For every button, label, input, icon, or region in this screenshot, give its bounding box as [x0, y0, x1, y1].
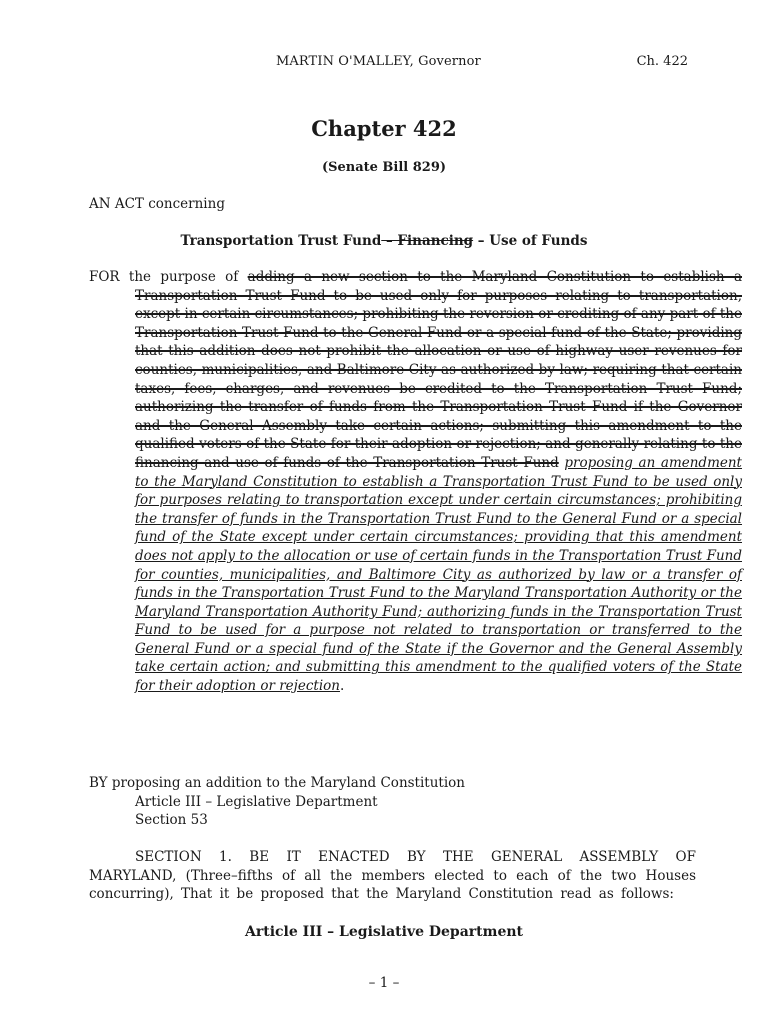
running-header-chapter: Ch. 422 [636, 54, 688, 69]
enacting-clause [89, 848, 696, 904]
act-title-struck: – Financing [381, 233, 474, 249]
purpose-paragraph [89, 268, 742, 696]
by-section: Section 53 [135, 812, 208, 829]
act-title [0, 233, 768, 249]
chapter-title: Chapter 422 [311, 116, 457, 141]
page-number: – 1 – [368, 975, 400, 991]
purpose-end: . [339, 678, 345, 695]
act-title-main: Transportation Trust Fund [180, 233, 382, 249]
act-title-added: – Use of Funds [473, 233, 588, 249]
enacting-clause-text: SECTION 1. BE IT ENACTED BY THE GENERAL ASSEMBLY OF MARYLAND, (Three–fifths of all the members elected to each of the two Houses concurring), That it be proposed that the Maryland Constitution read as follows: [89, 849, 696, 903]
purpose-inserted-text: proposing an amendment to the Maryland Constitution to establish a Transportation Trust Fund to be used only for purposes relating to transportation except under certain circumstances; prohibiting the transfer of funds in the Transportation Trust Fund to the General Fund or a special fund of the State except under certain circumstances; providing that this amendment does not apply to the allocation or use of certain funds in the Transportation Trust Fund for counties, municipalities, and Baltimore City as authorized by law or a transfer of funds in the Transportation Trust Fund to the Maryland Transportation Authority or the Maryland Transportation Authority Fund; authorizing funds in the Transportation Trust Fund to be used for a purpose not related to transportation or transferred to the General Fund or a special fund of the State if the Governor and the General Assembly take certain action; and submitting this amendment to the qualified voters of the State for their adoption or rejection [135, 454, 742, 695]
purpose-lead: FOR the purpose of [89, 269, 248, 285]
by-clause [89, 774, 465, 830]
by-article: Article III – Legislative Department [135, 793, 378, 810]
bill-number: (Senate Bill 829) [321, 160, 447, 175]
article-heading: Article III – Legislative Department [245, 924, 523, 940]
act-intro: AN ACT concerning [89, 196, 225, 212]
by-line: BY proposing an addition to the Maryland Constitution [89, 775, 465, 791]
purpose-deleted-text: adding a new section to the Maryland Constitution to establish a Transportation Trust Fund to be used only for purposes relating to transportation, except in certain circumstances; prohibiting the reversion or crediting of any part of the Transportation Trust Fund to the General Fund or a special fund of the State; providing that this addition does not prohibit the allocation or use of highway user revenues for counties, municipalities, and Baltimore City as authorized by law; requiring that certain taxes, fees, charges, and revenues be credited to the Transportation Trust Fund; authorizing the transfer of funds from the Transportation Trust Fund if the Governor and the General Assembly take certain actions; submitting this amendment to the qualified voters of the State for their adoption or rejection; and generally relating to the financing and use of funds of the Transportation Trust Fund [135, 269, 742, 471]
running-header-governor: MARTIN O'MALLEY, Governor [276, 54, 481, 69]
